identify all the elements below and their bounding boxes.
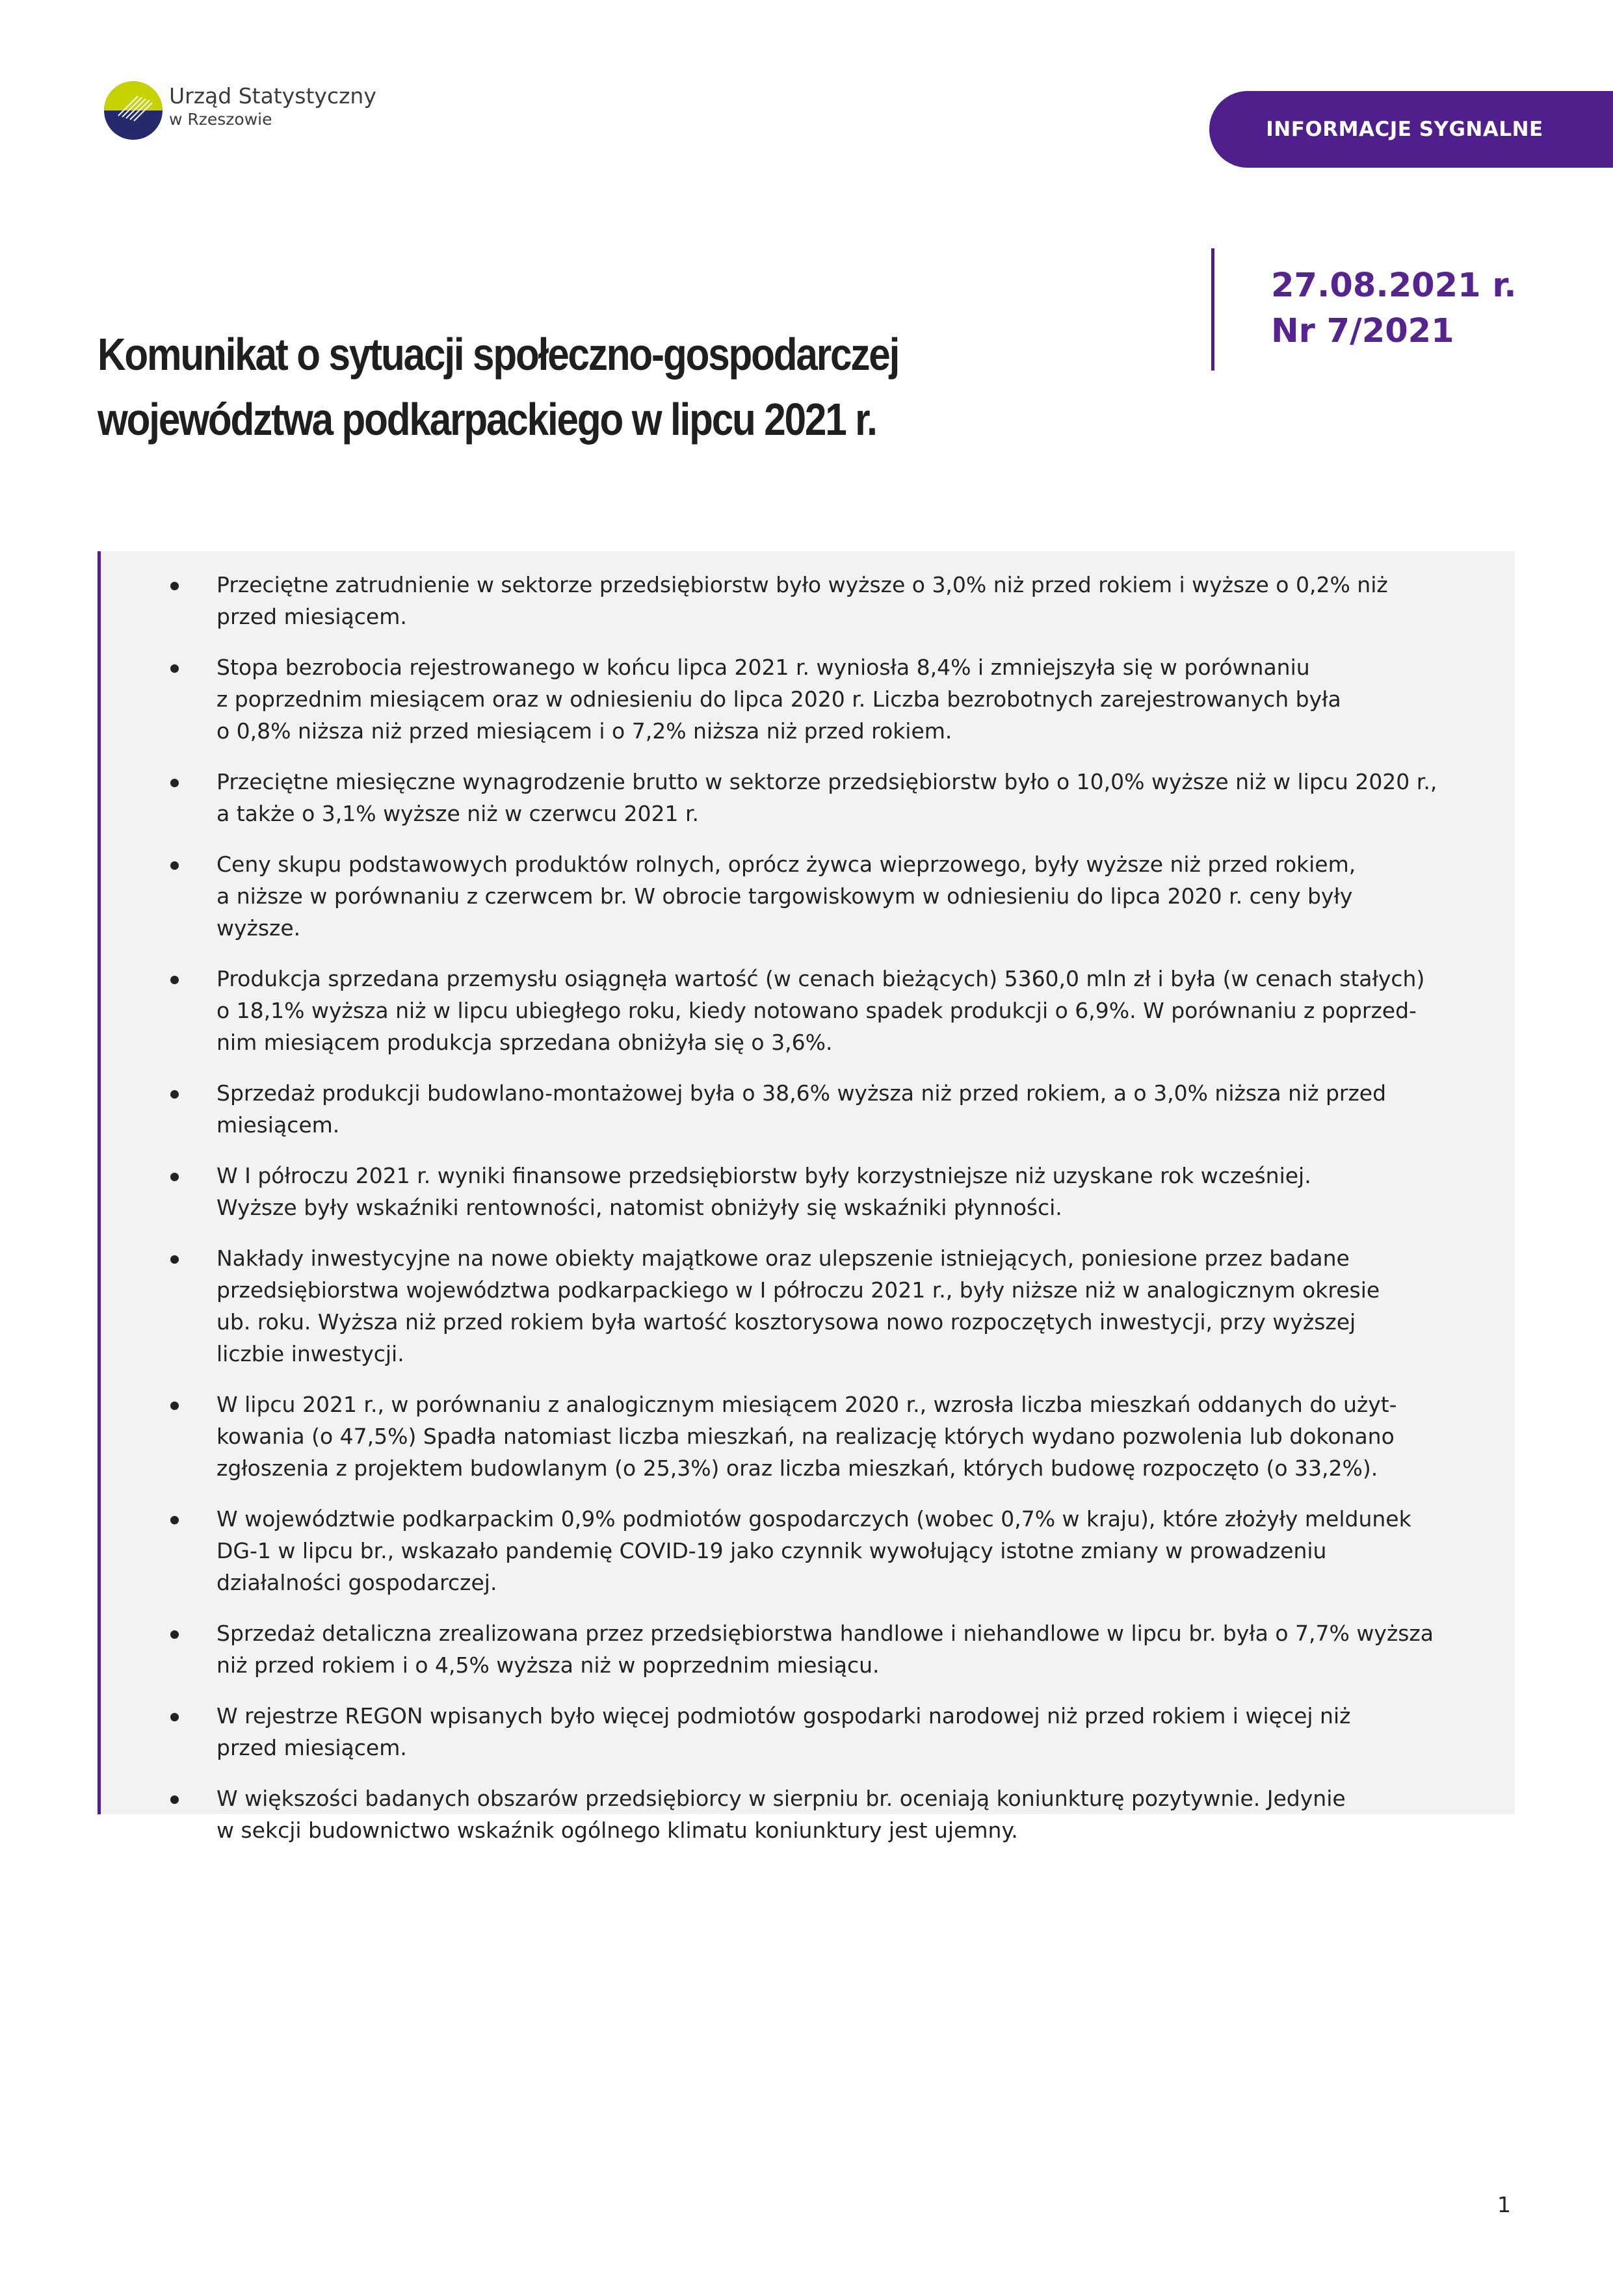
- bullet-icon: [170, 1795, 179, 1804]
- summary-item-line: działalności gospodarczej.: [216, 1570, 497, 1595]
- summary-item-line: zgłoszenia z projektem budowlanym (o 25,3%) oraz liczba mieszkań, których budowę rozpoczęto (o 33,2%).: [216, 1455, 1378, 1481]
- logo: [104, 65, 377, 156]
- release-number: Nr 7/2021: [1271, 312, 1454, 350]
- summary-item: [101, 651, 1495, 747]
- bullet-icon: [170, 1630, 179, 1639]
- summary-item-line: przed miesiącem.: [216, 1735, 407, 1760]
- page-number: 1: [1497, 2192, 1511, 2217]
- bullet-icon: [170, 1402, 179, 1410]
- summary-item: [101, 1160, 1495, 1223]
- summary-item-line: o 18,1% wyższa niż w lipcu ubiegłego roku, kiedy notowano spadek produkcji o 6,9%. W porównaniu z poprzed-: [216, 998, 1417, 1023]
- logo-line-2: w Rzeszowie: [169, 110, 272, 129]
- summary-item-line: W rejestrze REGON wpisanych było więcej podmiotów gospodarki narodowej niż przed rokiem i więcej niż: [216, 1703, 1351, 1729]
- summary-item: [101, 1617, 1495, 1681]
- logo-emblem-icon: [104, 72, 163, 150]
- summary-item-line: nim miesiącem produkcja sprzedana obniżyła się o 3,6%.: [216, 1030, 833, 1055]
- summary-list: [101, 551, 1515, 1846]
- bullet-icon: [170, 1516, 179, 1524]
- summary-item-line: wyższe.: [216, 915, 301, 941]
- summary-item-line: Sprzedaż produkcji budowlano-montażowej była o 38,6% wyższa niż przed rokiem, a o 3,0% niższa niż przed: [216, 1080, 1387, 1106]
- bullet-icon: [170, 664, 179, 673]
- informacje-sygnalne-badge: [1209, 91, 1613, 168]
- summary-item: [101, 1700, 1495, 1764]
- summary-item-line: W lipcu 2021 r., w porównaniu z analogicznym miesiącem 2020 r., wzrosła liczba mieszkań oddanych do użyt-: [216, 1392, 1397, 1417]
- page-title: [98, 322, 981, 452]
- bullet-icon: [170, 861, 179, 870]
- summary-item-line: a także o 3,1% wyższe niż w czerwcu 2021 r.: [216, 801, 700, 826]
- summary-item: [101, 848, 1495, 944]
- summary-item-line: liczbie inwestycji.: [216, 1341, 404, 1366]
- bullet-icon: [170, 976, 179, 984]
- summary-item-line: Sprzedaż detaliczna zrealizowana przez przedsiębiorstwa handlowe i niehandlowe w lipcu br. była o 7,7% wyższa: [216, 1621, 1434, 1646]
- summary-item-line: przed miesiącem.: [216, 604, 407, 629]
- summary-item-line: Przeciętne zatrudnienie w sektorze przedsiębiorstw było wyższe o 3,0% niż przed rokiem i wyższe o 0,2% niż: [216, 572, 1388, 597]
- date-divider: [1211, 248, 1214, 371]
- summary-item: [101, 766, 1495, 829]
- logo-line-1: Urząd Statystyczny: [169, 83, 376, 109]
- summary-item-line: z poprzednim miesiącem oraz w odniesieniu do lipca 2020 r. Liczba bezrobotnych zarejestrowanych była: [216, 686, 1341, 712]
- summary-item-line: niż przed rokiem i o 4,5% wyższa niż w poprzednim miesiącu.: [216, 1652, 880, 1678]
- summary-item-line: Przeciętne miesięczne wynagrodzenie brutto w sektorze przedsiębiorstw było o 10,0% wyższe niż w lipcu 2020 r.,: [216, 769, 1437, 794]
- summary-item-line: Stopa bezrobocia rejestrowanego w końcu lipca 2021 r. wyniosła 8,4% i zmniejszyła się w porównaniu: [216, 655, 1310, 680]
- title-line-2: województwa podkarpackiego w lipcu 2021 r.: [98, 394, 876, 445]
- bullet-icon: [170, 779, 179, 787]
- summary-item-line: W województwie podkarpackim 0,9% podmiotów gospodarczych (wobec 0,7% w kraju), które złożyły meldunek: [216, 1506, 1411, 1532]
- summary-item-line: W I półroczu 2021 r. wyniki finansowe przedsiębiorstw były korzystniejsze niż uzyskane rok wcześniej.: [216, 1163, 1311, 1188]
- summary-item-line: a niższe w porównaniu z czerwcem br. W obrocie targowiskowym w odniesieniu do lipca 2020 r. ceny były: [216, 883, 1353, 909]
- bullet-icon: [170, 1713, 179, 1721]
- summary-item-line: w sekcji budownictwo wskaźnik ogólnego klimatu koniunktury jest ujemny.: [216, 1818, 1018, 1843]
- summary-item: [101, 569, 1495, 633]
- bullet-icon: [170, 1255, 179, 1264]
- release-info: [1271, 263, 1517, 354]
- summary-item: [101, 1242, 1495, 1370]
- summary-item-line: DG-1 w lipcu br., wskazało pandemię COVID-19 jako czynnik wywołujący istotne zmiany w prowadzeniu: [216, 1538, 1327, 1563]
- badge-label: INFORMACJE SYGNALNE: [1266, 118, 1543, 141]
- summary-item-line: W większości badanych obszarów przedsiębiorcy w sierpniu br. oceniają koniunkturę pozytywnie. Jedynie: [216, 1786, 1346, 1811]
- release-date: 27.08.2021 r.: [1271, 267, 1517, 305]
- summary-item-line: Produkcja sprzedana przemysłu osiągnęła wartość (w cenach bieżących) 5360,0 mln zł i była (w cenach stałych): [216, 966, 1425, 991]
- bullet-icon: [170, 1090, 179, 1099]
- bullet-icon: [170, 582, 179, 590]
- logo-text: [169, 83, 376, 130]
- summary-item-line: o 0,8% niższa niż przed miesiącem i o 7,2% niższa niż przed rokiem.: [216, 718, 952, 744]
- summary-item-line: ub. roku. Wyższa niż przed rokiem była wartość kosztorysowa nowo rozpoczętych inwestycji, przy wyższej: [216, 1309, 1356, 1335]
- summary-item: [101, 1077, 1495, 1141]
- summary-item: [101, 1782, 1495, 1846]
- summary-item-line: Ceny skupu podstawowych produktów rolnych, oprócz żywca wieprzowego, były wyższe niż przed rokiem,: [216, 852, 1356, 877]
- summary-box: [98, 551, 1515, 1843]
- summary-item-line: Nakłady inwestycyjne na nowe obiekty majątkowe oraz ulepszenie istniejących, poniesione przez badane: [216, 1246, 1350, 1271]
- summary-item-line: przedsiębiorstwa województwa podkarpackiego w I półroczu 2021 r., były niższe niż w analogicznym okresie: [216, 1277, 1380, 1303]
- summary-item-line: Wyższe były wskaźniki rentowności, natomist obniżyły się wskaźniki płynności.: [216, 1195, 1062, 1220]
- title-line-1: Komunikat o sytuacji społeczno-gospodarczej: [98, 329, 899, 380]
- summary-item-line: miesiącem.: [216, 1112, 340, 1138]
- summary-item: [101, 1503, 1495, 1598]
- summary-item: [101, 1389, 1495, 1484]
- summary-item-line: kowania (o 47,5%) Spadła natomiast liczba mieszkań, na realizację których wydano pozwolenia lub dokonano: [216, 1424, 1395, 1449]
- summary-item: [101, 963, 1495, 1058]
- bullet-icon: [170, 1173, 179, 1181]
